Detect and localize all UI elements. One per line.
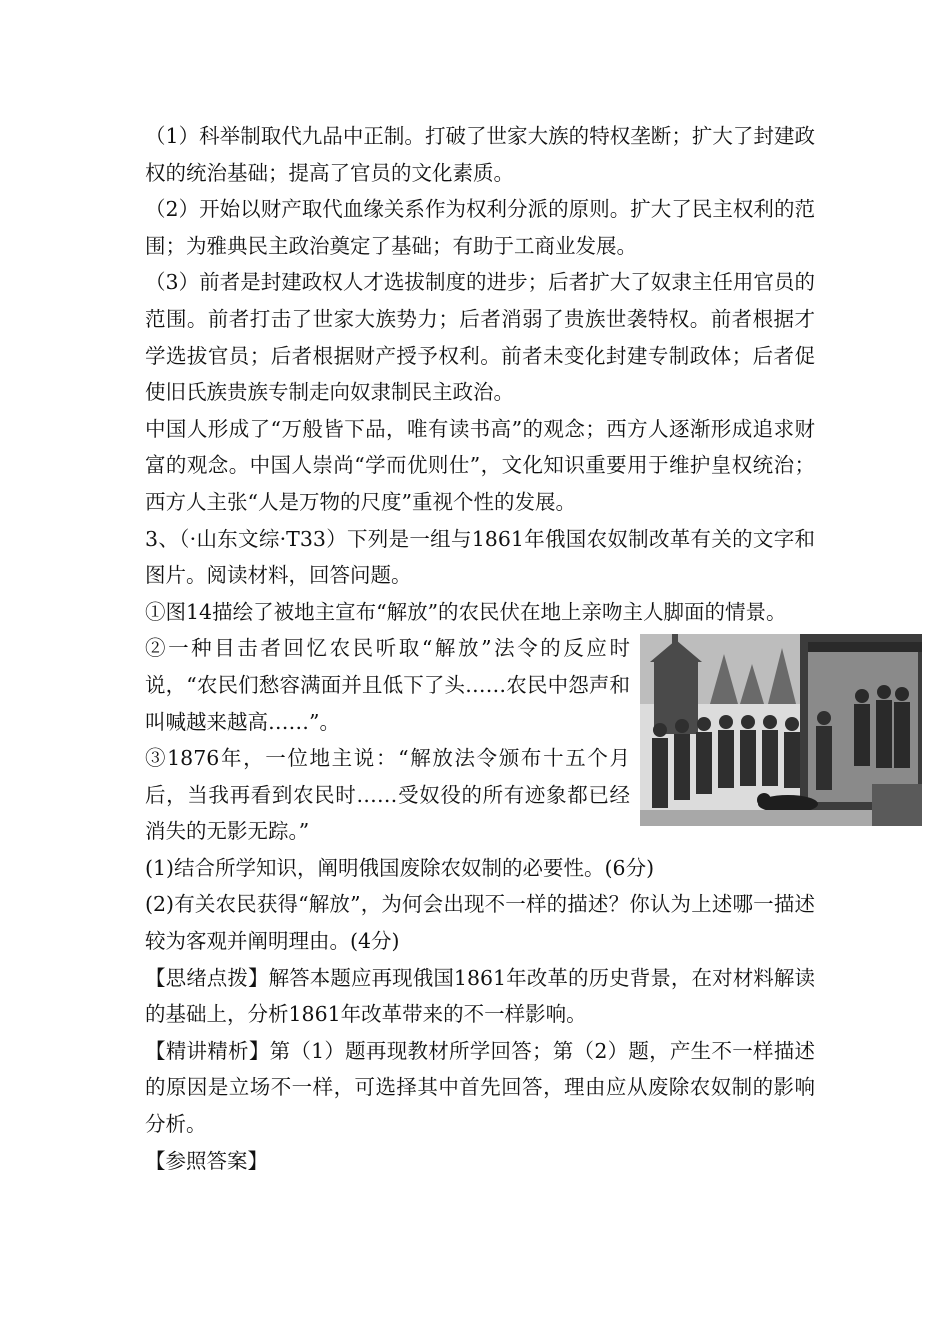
answer-paragraph-2: （2）开始以财产取代血缘关系作为权利分派的原则。扩大了民主权利的范围；为雅典民主政治奠定了基础；有助于工商业发展。 — [145, 197, 815, 258]
document-page — [145, 118, 815, 1179]
thought-hint: 【思绪点拨】解答本题应再现俄国1861年改革的历史背景，在对材料解读的基础上，分析1861年改革带来的不一样影响。 — [145, 965, 815, 1027]
reference-answer-heading: 【参照答案】 — [145, 1148, 268, 1173]
answer-paragraph-1: （1）科举制取代九品中正制。打破了世家大族的特权垄断；扩大了封建政权的统治基础；提高了官员的文化素质。 — [145, 124, 815, 185]
answer-paragraph-3: （3）前者是封建政权人才选拔制度的进步；后者扩大了奴隶主任用官员的范围。前者打击了世家大族势力；后者消弱了贵族世袭特权。前者根据才学选拔官员；后者根据财产授予权利。前者未变化封建专制政体；后者促使旧氏族贵族专制走向奴隶制民主政治。 — [145, 270, 815, 405]
material-1: ①图14描绘了被地主宣布“解放”的农民伏在地上亲吻主人脚面的情景。 — [145, 599, 787, 624]
material-with-illustration — [145, 630, 815, 850]
question-3-intro: 3、（·山东文综·T33）下列是一组与1861年俄国农奴制改革有关的文字和图片。阅读材料，回答问题。 — [145, 526, 815, 588]
material-3: ③1876年，一位地主说：“解放法令颁布十五个月后，当我再看到农民时……受奴役的所有迹象都已经消失的无影无踪。” — [145, 746, 630, 844]
serf-emancipation-illustration — [640, 634, 922, 826]
engraving-image — [640, 634, 922, 826]
detailed-analysis: 【精讲精析】第（1）题再现教材所学回答；第（2）题，产生不一样描述的原因是立场不一样，可选择其中首先回答，理由应从废除农奴制的影响分析。 — [145, 1038, 815, 1137]
sub-question-1: (1)结合所学知识，阐明俄国废除农奴制的必要性。(6分) — [145, 855, 655, 880]
material-2: ②一种目击者回忆农民听取“解放”法令的反应时说，“农民们愁容满面并且低下了头……农民中怨声和叫喊越来越高……”。 — [145, 636, 630, 734]
answer-paragraph-4: 中国人形成了“万般皆下品，唯有读书高”的观念；西方人逐渐形成追求财富的观念。中国人崇尚“学而优则仕”，文化知识重要用于维护皇权统治；西方人主张“人是万物的尺度”重视个性的发展。 — [145, 416, 815, 514]
sub-question-2: (2)有关农民获得“解放”，为何会出现不一样的描述？你认为上述哪一描述较为客观并阐明理由。(4分) — [145, 892, 815, 954]
